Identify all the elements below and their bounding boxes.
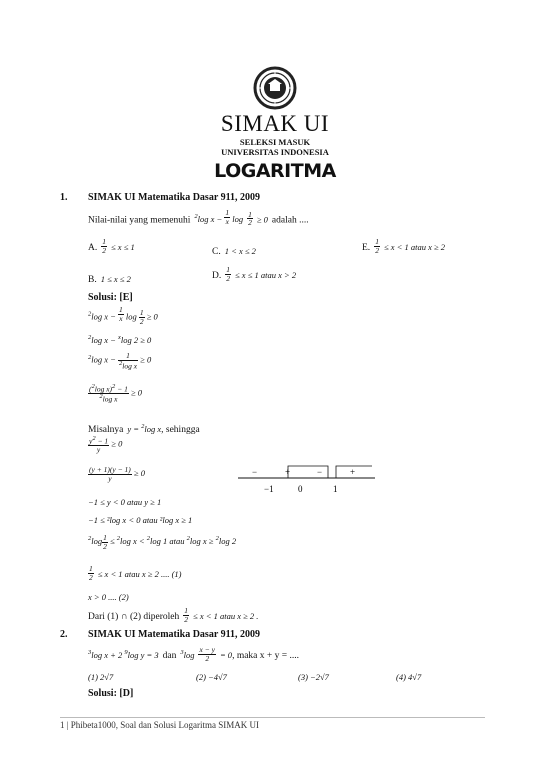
final-expr: ≤ x < 1 atau x ≥ 2 . [193,611,259,621]
final-dari-text: Dari (1) ∩ (2) diperoleh [88,612,180,622]
header-subtitle-seleksi: SELEKSI MASUK [239,137,311,147]
q1-prompt: Nilai-nilai yang memenuhi $^2$log x − $^{\frac{1}{x}}$ log $\frac{1}{2}$ ≥ 0 adalah .... [88,208,309,228]
q2-maka-text: , maka x + y = .... [232,651,299,661]
tick-zero: 0 [298,484,303,494]
q2-prompt: $^3$log x + 2 $^9$log y = 3 dan $^3$log $\frac{x - y}{2}$ = 0, maka x + y = .... [88,645,299,663]
topic-title: LOGARITMA [214,160,336,182]
q2-heading: SIMAK UI Matematika Dasar 911, 2009 [88,629,261,640]
sign-plus-2: + [350,467,356,477]
tick-one: 1 [333,484,338,494]
option-b-expr: 1 ≤ x ≤ 2 [100,274,131,284]
option-d-expr: ≤ x ≤ 1 atau x > 2 [235,270,297,280]
sign-minus-1: − [252,467,258,477]
university-seal-icon [253,66,297,110]
option-a-expr: ≤ x ≤ 1 [111,242,135,252]
footer-divider [60,717,485,718]
step-x-positive: x > 0 .... (2) [88,592,129,602]
option-e-label: E. [362,243,371,253]
q1-option-e: E. $\frac{1}{2}$ ≤ x < 1 atau x ≥ 2 [362,237,446,255]
step-5: $\frac{y^2 - 1}{y}$ ≥ 0 [89,435,123,454]
step-2: $^2$log x − $^x$log 2 ≥ 0 [88,334,152,345]
header-title: SIMAK UI [220,111,330,136]
step-misalnya: Misalnya y = $^2$log x, sehingga [88,423,200,435]
option-e-expr: ≤ x < 1 atau x ≥ 2 [383,242,446,252]
step-3: $^2$log x − $\frac{1}{^2\log x}$ ≥ 0 [88,351,152,370]
q1-prompt-end: adalah .... [271,215,309,226]
q2-option-1: (1) 2√7 [88,672,114,682]
q1-option-b [88,269,131,287]
q2-option-4: (4) 4√7 [396,672,422,682]
q2-number: 2. [60,629,68,640]
q1-prompt-text: Nilai-nilai yang memenuhi [88,215,191,226]
misalnya-text: Misalnya [88,425,124,435]
q2-solution-label: Solusi: [D] [88,688,134,699]
q2-option-2: (2) −4√7 [196,672,227,682]
step-log-range: −1 ≤ ²log x < 0 atau ²log x ≥ 1 [88,515,193,525]
step-final: Dari (1) ∩ (2) diperoleh $\frac{1}{2}$ ≤ x < 1 atau x ≥ 2 . [88,606,259,624]
option-a-label: A. [88,243,98,253]
footer-text: 1 | Phibeta1000, Soal dan Solusi Logaritma SIMAK UI [60,720,260,730]
q1-number: 1. [60,192,68,203]
option-c-label: C. [212,247,221,257]
step-range: −1 ≤ y < 0 atau y ≥ 1 [88,497,162,507]
step-4: $\frac{(^2\log x)^2 - 1}{^2\log x}$ ≥ 0 [89,383,143,404]
header-subtitle-university: UNIVERSITAS INDONESIA [221,147,329,157]
tick-minus-one: −1 [264,484,274,494]
q2-dan-text: dan [162,651,177,661]
result-1-expr: ≤ x < 1 atau x ≥ 2 .... (1) [97,569,182,579]
step-6: $\frac{(y + 1)(y - 1)}{y}$ ≥ 0 [89,465,145,483]
q1-option-a: A. $\frac{1}{2}$ ≤ x ≤ 1 [88,237,135,255]
q1-heading: SIMAK UI Matematika Dasar 911, 2009 [88,192,261,203]
q2-option-3: (3) −2√7 [298,672,329,682]
q1-option-d: D. $\frac{1}{2}$ ≤ x ≤ 1 atau x > 2 [212,265,297,283]
step-result-1: $\frac{1}{2}$ ≤ x < 1 atau x ≥ 2 .... (1) [89,564,182,582]
option-c-expr: 1 < x ≤ 2 [224,246,256,256]
step-7: $^2$log $\frac{1}{2}$ ≤ $^2$log x < $^2$log 1 atau $^2$log x ≥ $^2$log 2 [88,533,237,551]
sign-plus-1: + [285,467,291,477]
sign-minus-2: − [317,467,323,477]
option-b-label: B. [88,275,97,285]
q1-option-c [212,241,256,259]
step-1: $^2$log x − $^{\frac{1}{x}}$ log $\frac{1}{2}$ ≥ 0 [88,305,158,326]
q1-solution-label: Solusi: [E] [88,292,133,303]
option-d-label: D. [212,271,222,281]
sehingga-text: , sehingga [161,425,200,435]
sign-number-line [230,462,380,496]
